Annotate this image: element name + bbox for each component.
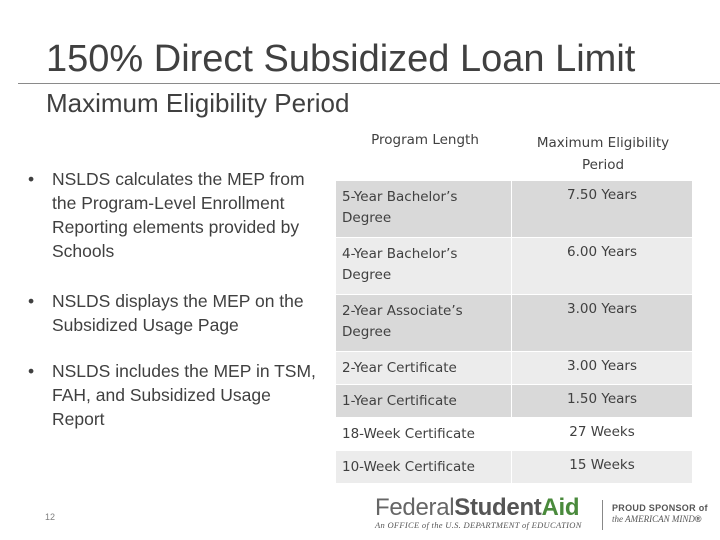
- logo-word-aid: Aid: [541, 494, 580, 521]
- logo-tagline: An OFFICE of the U.S. DEPARTMENT of EDUCATION: [375, 520, 582, 530]
- bullet-item: • NSLDS displays the MEP on the Subsidized Usage Page: [28, 289, 328, 337]
- program-cell: 2-Year Associate’s Degree: [336, 295, 512, 351]
- period-cell: 27 Weeks: [569, 424, 635, 440]
- period-cell: 3.00 Years: [567, 301, 637, 317]
- program-cell: 4-Year Bachelor’s Degree: [336, 238, 512, 294]
- period-cell: 15 Weeks: [569, 457, 635, 473]
- logo-word-federal: Federal: [375, 494, 455, 521]
- program-cell: 10-Week Certificate: [336, 451, 512, 483]
- registered-mark: ®: [694, 514, 702, 524]
- sponsor-mark: [612, 503, 708, 525]
- program-cell: 5-Year Bachelor’s Degree: [336, 181, 512, 237]
- title-divider: [18, 83, 720, 84]
- period-cell: 1.50 Years: [567, 391, 637, 407]
- program-cell: 2-Year Certificate: [336, 352, 512, 384]
- slide-subtitle: Maximum Eligibility Period: [46, 88, 350, 118]
- header-max-eligibility-period: Maximum Eligibility Period: [536, 135, 670, 173]
- sponsor-line-1: PROUD SPONSOR of: [612, 503, 708, 513]
- federal-student-aid-logo: [375, 494, 582, 530]
- table-row: [336, 351, 692, 384]
- table-row: [336, 450, 692, 483]
- bullet-list: [28, 167, 328, 431]
- header-program-length: Program Length: [371, 132, 479, 148]
- period-cell: 3.00 Years: [567, 358, 637, 374]
- table-row: [336, 180, 692, 237]
- bullet-item: • NSLDS calculates the MEP from the Program-Level Enrollment Reporting elements provided by Schools: [28, 167, 328, 263]
- page-number: 12: [45, 512, 56, 522]
- table-row: [336, 417, 692, 450]
- table-header-row: [336, 126, 692, 180]
- period-cell: 7.50 Years: [567, 187, 637, 203]
- table-row: [336, 294, 692, 351]
- program-cell: 1-Year Certificate: [336, 385, 512, 417]
- program-cell: 18-Week Certificate: [336, 418, 512, 450]
- sponsor-line-2: the AMERICAN MIND: [612, 514, 695, 524]
- mep-table: [336, 126, 692, 483]
- period-cell: 6.00 Years: [567, 244, 637, 260]
- table-row: [336, 384, 692, 417]
- footer-divider: [602, 500, 603, 530]
- bullet-item: • NSLDS includes the MEP in TSM, FAH, and Subsidized Usage Report: [28, 359, 328, 431]
- slide-title: 150% Direct Subsidized Loan Limit: [46, 38, 636, 80]
- table-row: [336, 237, 692, 294]
- logo-word-student: Student: [454, 494, 542, 521]
